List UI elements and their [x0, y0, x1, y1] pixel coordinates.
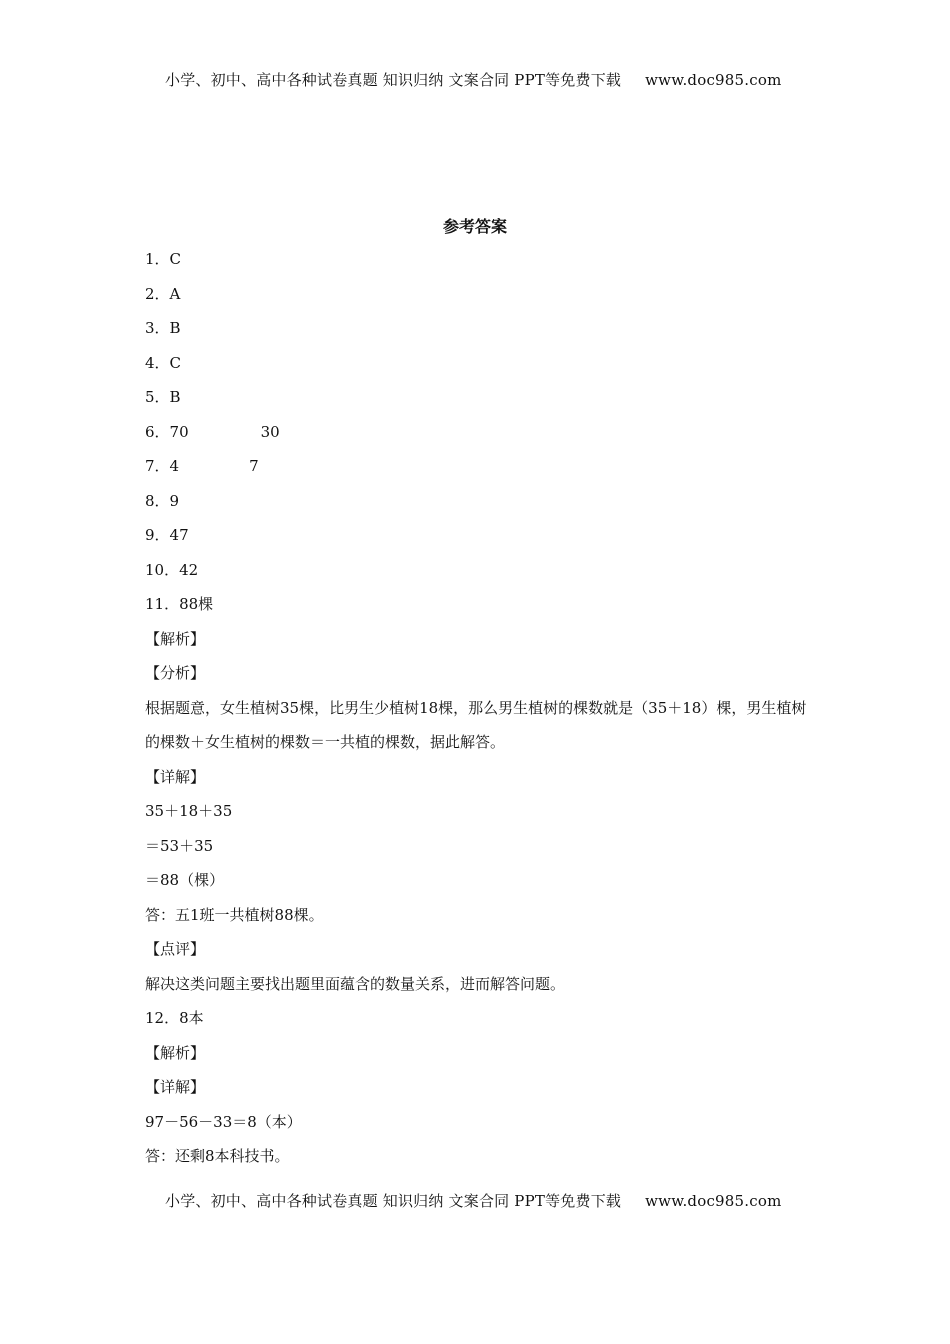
answer-10: 10．42	[145, 560, 199, 579]
answer-2: 2．A	[145, 284, 181, 303]
answer-6-second: 30	[260, 422, 280, 441]
q12-answer: 答：还剩8本科技书。	[145, 1147, 290, 1165]
answer-6-first: 6．70	[145, 422, 189, 441]
answer-9: 9．47	[145, 526, 189, 544]
footer-text: 小学、初中、高中各种试卷真题 知识归纳 文案合同 PPT等免费下载	[165, 1192, 622, 1210]
answer-1: 1．C	[145, 250, 182, 268]
answer-11: 11．88棵	[145, 595, 214, 613]
answer-8: 8．9	[145, 491, 180, 510]
page-footer	[165, 1190, 782, 1211]
q11-fenxi-heading: 【分析】	[145, 664, 206, 682]
page-title: 参考答案	[442, 217, 507, 236]
answer-3: 3．B	[145, 319, 181, 337]
footer-site: www.doc985.com	[645, 1192, 782, 1210]
q11-step-3: ＝88（棵）	[145, 871, 225, 889]
answer-7-first: 7．4	[145, 457, 180, 475]
q11-answer: 答：五1班一共植树88棵。	[145, 905, 324, 924]
q11-step-2: ＝53＋35	[145, 836, 214, 855]
header-text: 小学、初中、高中各种试卷真题 知识归纳 文案合同 PPT等免费下载	[165, 71, 622, 89]
answer-content	[145, 249, 810, 1181]
header-site: www.doc985.com	[645, 71, 782, 89]
q12-step-1: 97－56－33＝8（本）	[145, 1112, 302, 1131]
q12-jiexi-heading: 【解析】	[145, 1043, 206, 1062]
q11-dianping-heading: 【点评】	[145, 940, 206, 958]
answer-5: 5．B	[145, 388, 181, 406]
q11-jiexi-heading: 【解析】	[145, 629, 206, 648]
q11-step-1: 35＋18＋35	[145, 802, 233, 820]
answer-7-second: 7	[249, 457, 259, 475]
answer-6	[145, 422, 810, 457]
q11-analysis-text: 根据题意，女生植树35棵，比男生少植树18棵，那么男生植树的棵数就是（35＋18）棵，男生植树的棵数＋女生植树的棵数＝一共植的棵数，据此解答。	[145, 698, 807, 751]
answer-4: 4．C	[145, 353, 182, 372]
q12-xiangjie-heading: 【详解】	[145, 1078, 206, 1096]
q11-comment: 解决这类问题主要找出题里面蕴含的数量关系，进而解答问题。	[145, 974, 566, 993]
q11-xiangjie-heading: 【详解】	[145, 767, 206, 786]
answer-7	[145, 456, 810, 491]
page-header	[165, 69, 782, 90]
answer-12: 12．8本	[145, 1009, 204, 1027]
